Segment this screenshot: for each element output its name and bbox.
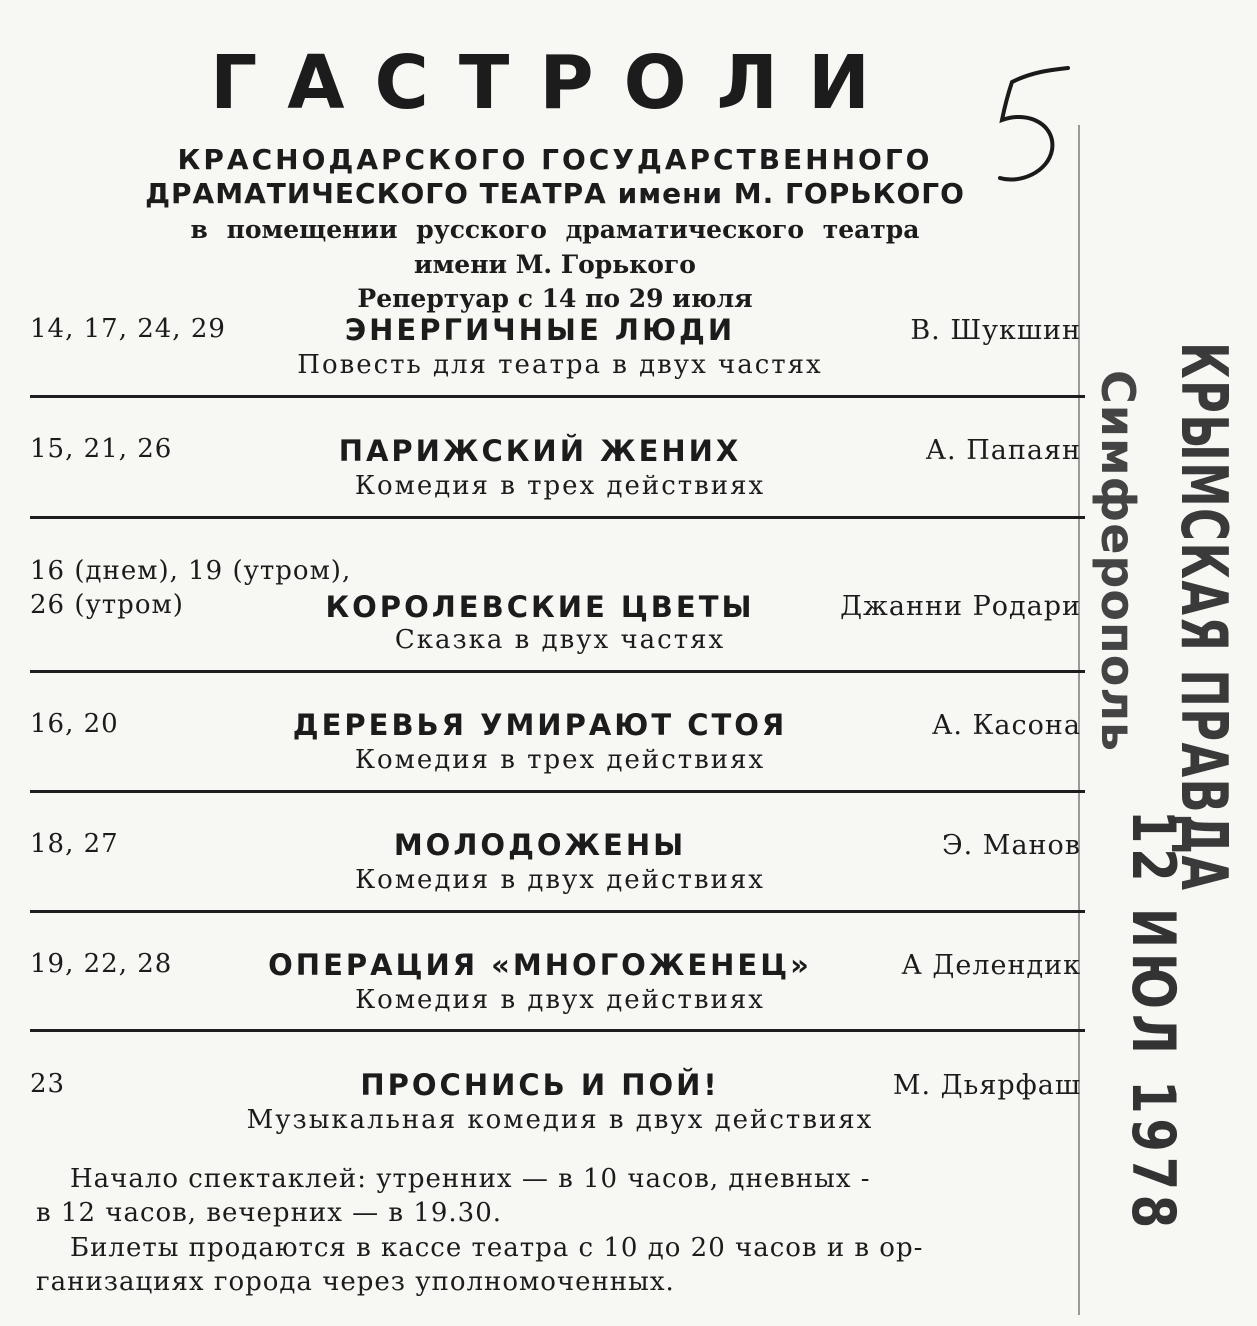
divider — [30, 790, 1085, 793]
play-title: ДЕРЕВЬЯ УМИРАЮТ СТОЯ — [292, 708, 788, 742]
header-line-theatre-name: ДРАМАТИЧЕСКОГО ТЕАТРА имени М. ГОРЬКОГО — [145, 177, 965, 210]
divider — [30, 395, 1085, 398]
play-title: КОРОЛЕВСКИЕ ЦВЕТЫ — [325, 590, 755, 624]
play-dates: 16 (днем), 19 (утром), — [30, 556, 352, 586]
divider — [30, 1029, 1085, 1032]
play-genre: Комедия в трех действиях — [354, 745, 766, 775]
stamp-date: 12 ИЮЛ 1978 — [1118, 810, 1188, 1233]
play-author: М. Дьярфаш — [892, 1070, 1081, 1101]
header-line-venue: в помещении русского драматического театра — [190, 215, 920, 244]
play-genre: Повесть для театра в двух частях — [297, 350, 823, 380]
play-title: ПРОСНИСЬ И ПОЙ! — [360, 1068, 720, 1102]
divider — [30, 516, 1085, 519]
play-author: А. Касона — [931, 710, 1081, 741]
play-genre: Комедия в двух действиях — [355, 865, 765, 895]
play-author: А Делендик — [901, 950, 1081, 981]
divider — [30, 910, 1085, 913]
play-dates: 18, 27 — [30, 829, 119, 859]
play-author: Э. Манов — [941, 830, 1081, 861]
play-title: МОЛОДОЖЕНЫ — [393, 828, 687, 862]
footer-start-times-line2: в 12 часов, вечерних — в 19.30. — [36, 1198, 503, 1228]
play-dates-continued: 26 (утром) — [30, 590, 184, 620]
play-dates: 15, 21, 26 — [30, 434, 173, 464]
play-author: Джанни Родари — [840, 591, 1081, 622]
play-genre: Комедия в двух действиях — [355, 985, 765, 1015]
stamp-city: Симферополь — [1091, 370, 1145, 753]
page-title: ГАСТРОЛИ — [210, 40, 900, 126]
footer-start-times-line1: Начало спектаклей: утренних — в 10 часов, дневных - — [70, 1164, 871, 1194]
play-dates: 19, 22, 28 — [30, 949, 173, 979]
play-dates: 23 — [30, 1069, 66, 1099]
stamp-newspaper-name: КРЫМСКАЯ ПРАВДА — [1166, 342, 1240, 892]
play-dates: 16, 20 — [30, 709, 119, 739]
handwritten-mark-5 — [990, 60, 1080, 200]
header-line-repertoire: Репертуар с 14 по 29 июля — [357, 284, 753, 313]
divider — [30, 670, 1085, 673]
header-line-theatre-city: КРАСНОДАРСКОГО ГОСУДАРСТВЕННОГО — [177, 143, 933, 176]
header-line-venue-name: имени М. Горького — [414, 250, 696, 279]
play-title: ОПЕРАЦИЯ «МНОГОЖЕНЕЦ» — [268, 948, 812, 982]
play-author: В. Шукшин — [910, 315, 1081, 346]
footer-tickets-line2: ганизациях города через уполномоченных. — [36, 1267, 675, 1297]
play-dates: 14, 17, 24, 29 — [30, 314, 226, 344]
play-genre: Музыкальная комедия в двух действиях — [246, 1105, 874, 1135]
play-title: ЭНЕРГИЧНЫЕ ЛЮДИ — [344, 313, 736, 347]
play-genre: Комедия в трех действиях — [354, 471, 766, 501]
play-title: ПАРИЖСКИЙ ЖЕНИХ — [338, 434, 742, 468]
play-author: А. Папаян — [925, 435, 1081, 466]
play-genre: Сказка в двух частях — [394, 625, 726, 655]
footer-tickets-line1: Билеты продаются в кассе театра с 10 до 20 часов и в ор- — [70, 1233, 924, 1263]
